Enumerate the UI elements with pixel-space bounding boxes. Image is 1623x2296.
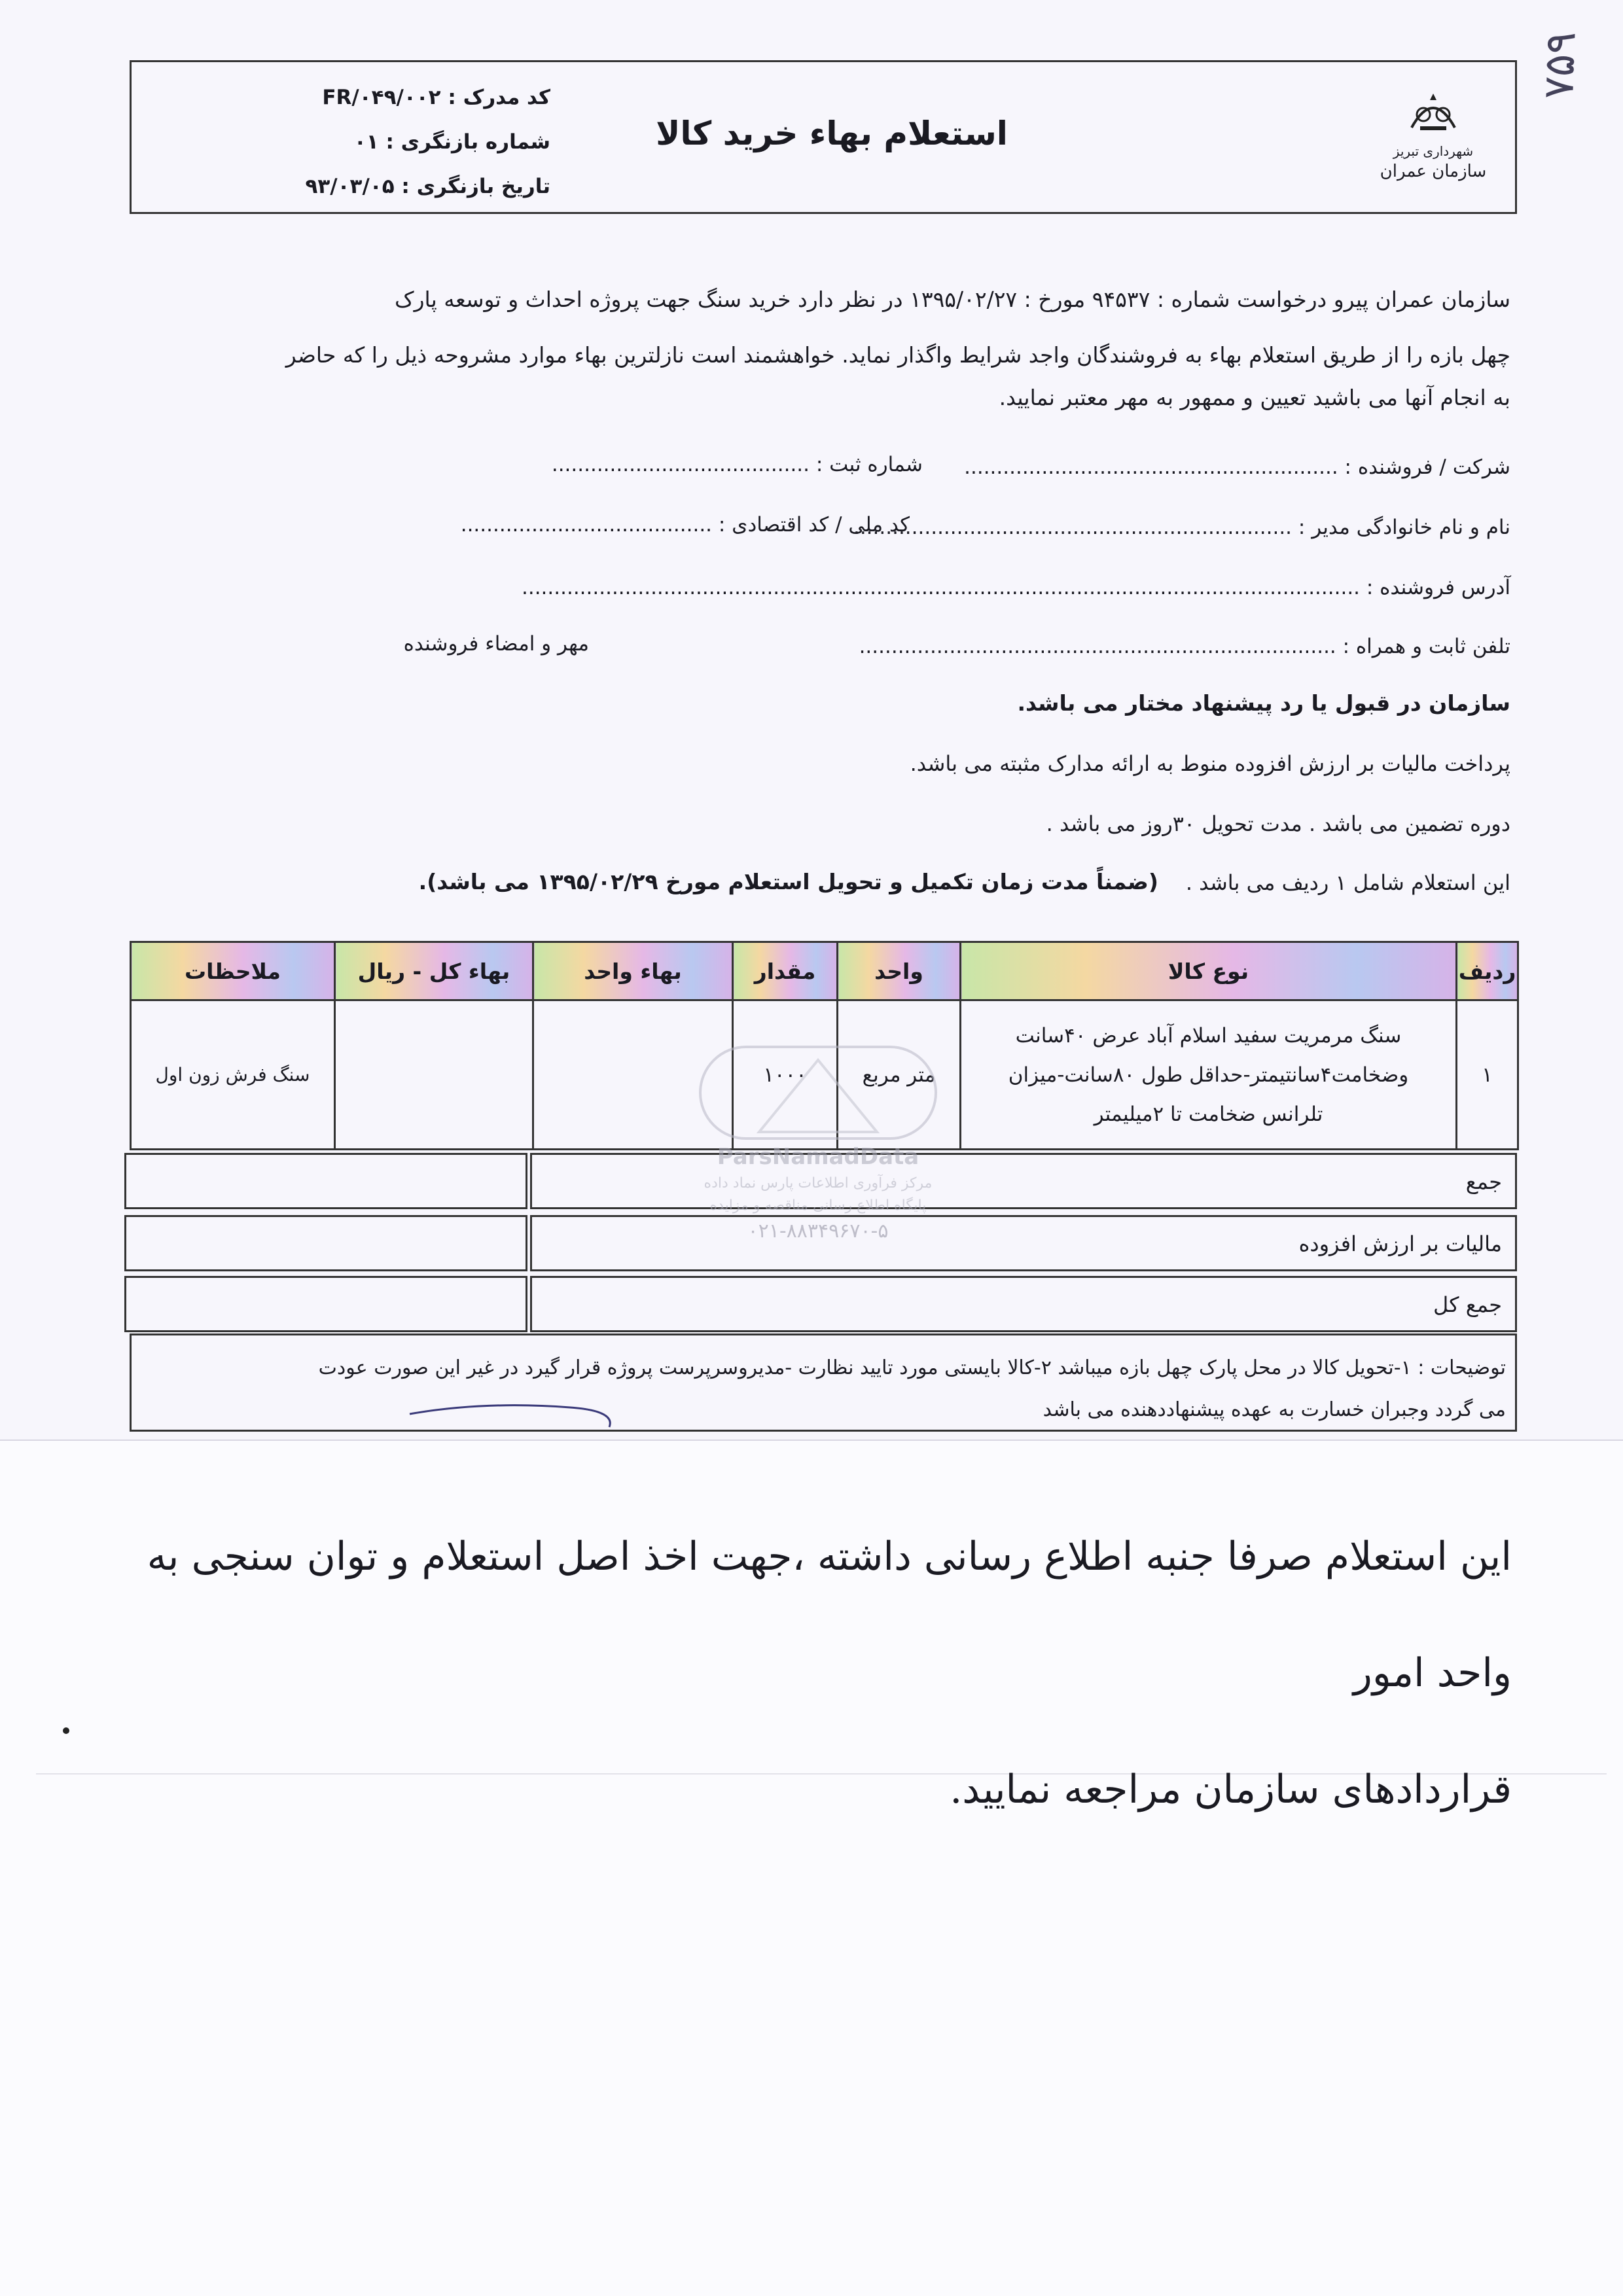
rows-count-clause: این استعلام شامل ۱ ردیف می باشد . [1185,870,1510,895]
item-description [961,1000,1457,1150]
deadline-clause: (ضمناً مدت زمان تکمیل و تحویل استعلام مورخ ۱۳۹۵/۰۲/۲۹ می باشد). [418,869,1158,894]
signature-scribble [406,1388,629,1434]
grand-total-label-cell [530,1276,1517,1332]
col-header-unit-price: بهاء واحد [533,942,733,1000]
watermark-emblem-icon [681,1034,955,1145]
watermark-line-1: مرکز فرآوری اطلاعات پارس نماد داده [704,1175,933,1192]
revision-number: شماره بازنگری : ۰۱ [353,130,550,154]
watermark-stamp [681,1034,955,1256]
item-description-line-3: تلرانس ضخامت تا ۲میلیمتر [1094,1102,1323,1126]
item-quantity: ۱۰۰۰ [733,1000,838,1150]
stray-dot [63,1727,69,1734]
vat-value [124,1215,527,1271]
watermark-brand: ParsNamadData [717,1144,919,1170]
watermark-phone: ۰۲۱-۸۸۳۴۹۶۷۰-۵ [747,1220,889,1243]
col-header-total-price: بهاء کل - ریال [335,942,533,1000]
organization-logo [1378,88,1489,186]
notes-line-2: می گردد وجبران خسارت به عهده پیشنهاددهنده می باشد [1043,1398,1506,1421]
document-title: استعلام بهاء خرید کالا [656,115,1008,152]
notice-line-1: این استعلام صرفا جنبه اطلاع رسانی داشته ،جهت اخذ اصل استعلام و توان سنجی به واحد امور [147,1534,1512,1696]
notes-text [138,1347,1506,1431]
item-remarks: سنگ فرش زون اول [131,1000,335,1150]
intro-paragraph [130,268,1510,429]
notice-line-2: قراردادهای سازمان مراجعه نمایید. [950,1767,1512,1812]
intro-line-3: به انجام آنها می باشید تعیین و ممهور به مهر معتبر نمایید. [999,385,1510,410]
revision-date: تاریخ بازنگری : ۹۳/۰۳/۰۵ [305,175,550,198]
address-field: آدرس فروشنده : .................................................................................................................................. [522,576,1510,599]
phone-field: تلفن ثابت و همراه : .......................................................................... [859,635,1510,658]
grand-total-value [124,1276,527,1332]
logo-icon [1404,88,1463,141]
notice-text [137,1498,1512,1848]
document-header [130,60,1517,214]
vat-label-cell [530,1215,1517,1271]
notes-line-1: توضیحات : ۱-تحویل کالا در محل پارک چهل بازه میباشد ۲-کالا بایستی مورد تایید نظارت -مدیروسرپرست پروژه قرار گیرد در غیر این صورت عودت [318,1356,1506,1379]
sum-value [124,1153,527,1209]
tax-clause: پرداخت مالیات بر ارزش افزوده منوط به ارائه مدارک مثبته می باشد. [910,751,1510,776]
col-header-quantity: مقدار [733,942,838,1000]
watermark-line-2: پایگاه اطلاع رسانی مناقصه و مزایده [709,1197,927,1214]
authority-clause: سازمان در قبول یا رد پیشنهاد مختار می باشد. [1017,690,1510,716]
logo-city-text: شهرداری تبریز [1393,143,1474,159]
logo-org-text: سازمان عمران [1380,162,1487,181]
notes-box [130,1333,1517,1432]
national-code-field: کد ملی / کد اقتصادی : ....................................... [460,513,910,537]
warranty-delivery-clause: دوره تضمین می باشد . مدت تحویل ۳۰روز می باشد . [1046,811,1510,836]
handwritten-margin-note: ۷۵۹ [1535,30,1586,100]
vat-label: مالیات بر ارزش افزوده [1298,1231,1502,1256]
seller-seal-label: مهر و امضاء فروشنده [403,632,589,656]
company-field: شرکت / فروشنده : .......................................................... [964,455,1510,479]
col-header-remarks: ملاحظات [131,942,335,1000]
document-meta [158,75,550,209]
manager-field: نام و نام خانوادگی مدیر : .................................................................... [853,516,1510,539]
intro-line-1: سازمان عمران پیرو درخواست شماره : ۹۴۵۳۷ مورخ : ۱۳۹۵/۰۲/۲۷ در نظر دارد خرید سنگ جهت پروژه احداث و توسعه پارک [395,287,1510,312]
registration-field: شماره ثبت : ........................................ [551,453,923,476]
col-header-unit: واحد [838,942,961,1000]
item-description-line-2: وضخامت۴سانتیمتر-حداقل طول ۸۰سانت-میزان [1008,1063,1409,1087]
item-unit: متر مربع [838,1000,961,1150]
item-total-price [335,1000,533,1150]
col-header-row-number: ردیف [1457,942,1518,1000]
doc-code: کد مدرک : FR/۰۴۹/۰۰۲ [322,86,550,109]
grand-total-label: جمع کل [1433,1292,1502,1317]
sum-label-cell [530,1153,1517,1209]
row-index: ۱ [1457,1000,1518,1150]
col-header-item-type: نوع کالا [961,942,1457,1000]
table-header-row [131,942,1518,1000]
sum-label: جمع [1465,1169,1502,1194]
item-description-line-1: سنگ مرمریت سفید اسلام آباد عرض ۴۰سانت [1015,1023,1402,1048]
intro-line-2: چهل بازه را از طریق استعلام بهاء به فروشندگان واجد شرایط واگذار نماید. خواهشمند است نازلترین بهاء موارد مشروحه ذیل را که حاضر [285,342,1510,368]
